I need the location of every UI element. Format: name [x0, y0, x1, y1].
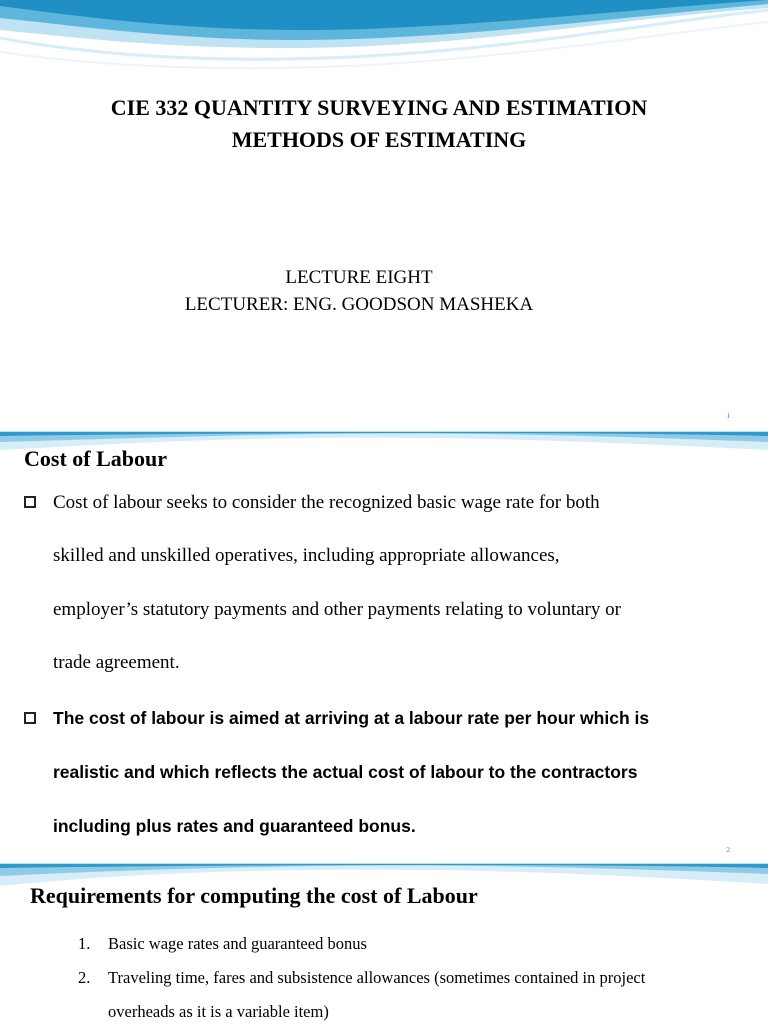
- bullet-1-line: employer’s statutory payments and other payments relating to voluntary or: [53, 599, 621, 620]
- bullet-2-line: realistic and which reflects the actual cost of labour to the contractors: [53, 762, 638, 782]
- checkbox-bullet-icon: [24, 496, 36, 508]
- section-heading: Requirements for computing the cost of Labour: [30, 883, 478, 908]
- slide-number: 2: [726, 846, 730, 854]
- list-text: overheads as it is a variable item): [108, 1002, 329, 1021]
- slide-subtitle: [0, 264, 718, 318]
- list-text: Traveling time, fares and subsistence allowances (sometimes contained in project: [108, 968, 646, 987]
- slide-1: [0, 0, 768, 432]
- bullet-2-line: including plus rates and guaranteed bonus.: [53, 816, 416, 836]
- subtitle-line-1: LECTURE EIGHT: [285, 267, 433, 288]
- bullet-1-line: Cost of labour seeks to consider the recognized basic wage rate for both: [53, 492, 600, 513]
- slide-title: [0, 92, 768, 156]
- list-number: 2.: [78, 968, 91, 987]
- bullet-1-line: trade agreement.: [53, 652, 180, 673]
- title-line-2: METHODS OF ESTIMATING: [231, 127, 527, 152]
- subtitle-line-2: LECTURER: ENG. GOODSON MASHEKA: [184, 294, 534, 315]
- list-text: Basic wage rates and guaranteed bonus: [108, 934, 367, 953]
- slide-number: 1: [726, 412, 730, 420]
- bullet-2-line: The cost of labour is aimed at arriving at a labour rate per hour which is: [53, 708, 650, 728]
- checkbox-bullet-icon: [24, 712, 36, 724]
- slide-3: [0, 864, 768, 1024]
- wave-banner-decoration: [0, 0, 768, 80]
- slide-2: [0, 432, 768, 864]
- list-number: 1.: [78, 934, 91, 953]
- bullet-1-line: skilled and unskilled operatives, including appropriate allowances,: [53, 545, 560, 566]
- section-heading: Cost of Labour: [24, 446, 168, 471]
- title-line-1: CIE 332 QUANTITY SURVEYING AND ESTIMATION: [110, 95, 648, 120]
